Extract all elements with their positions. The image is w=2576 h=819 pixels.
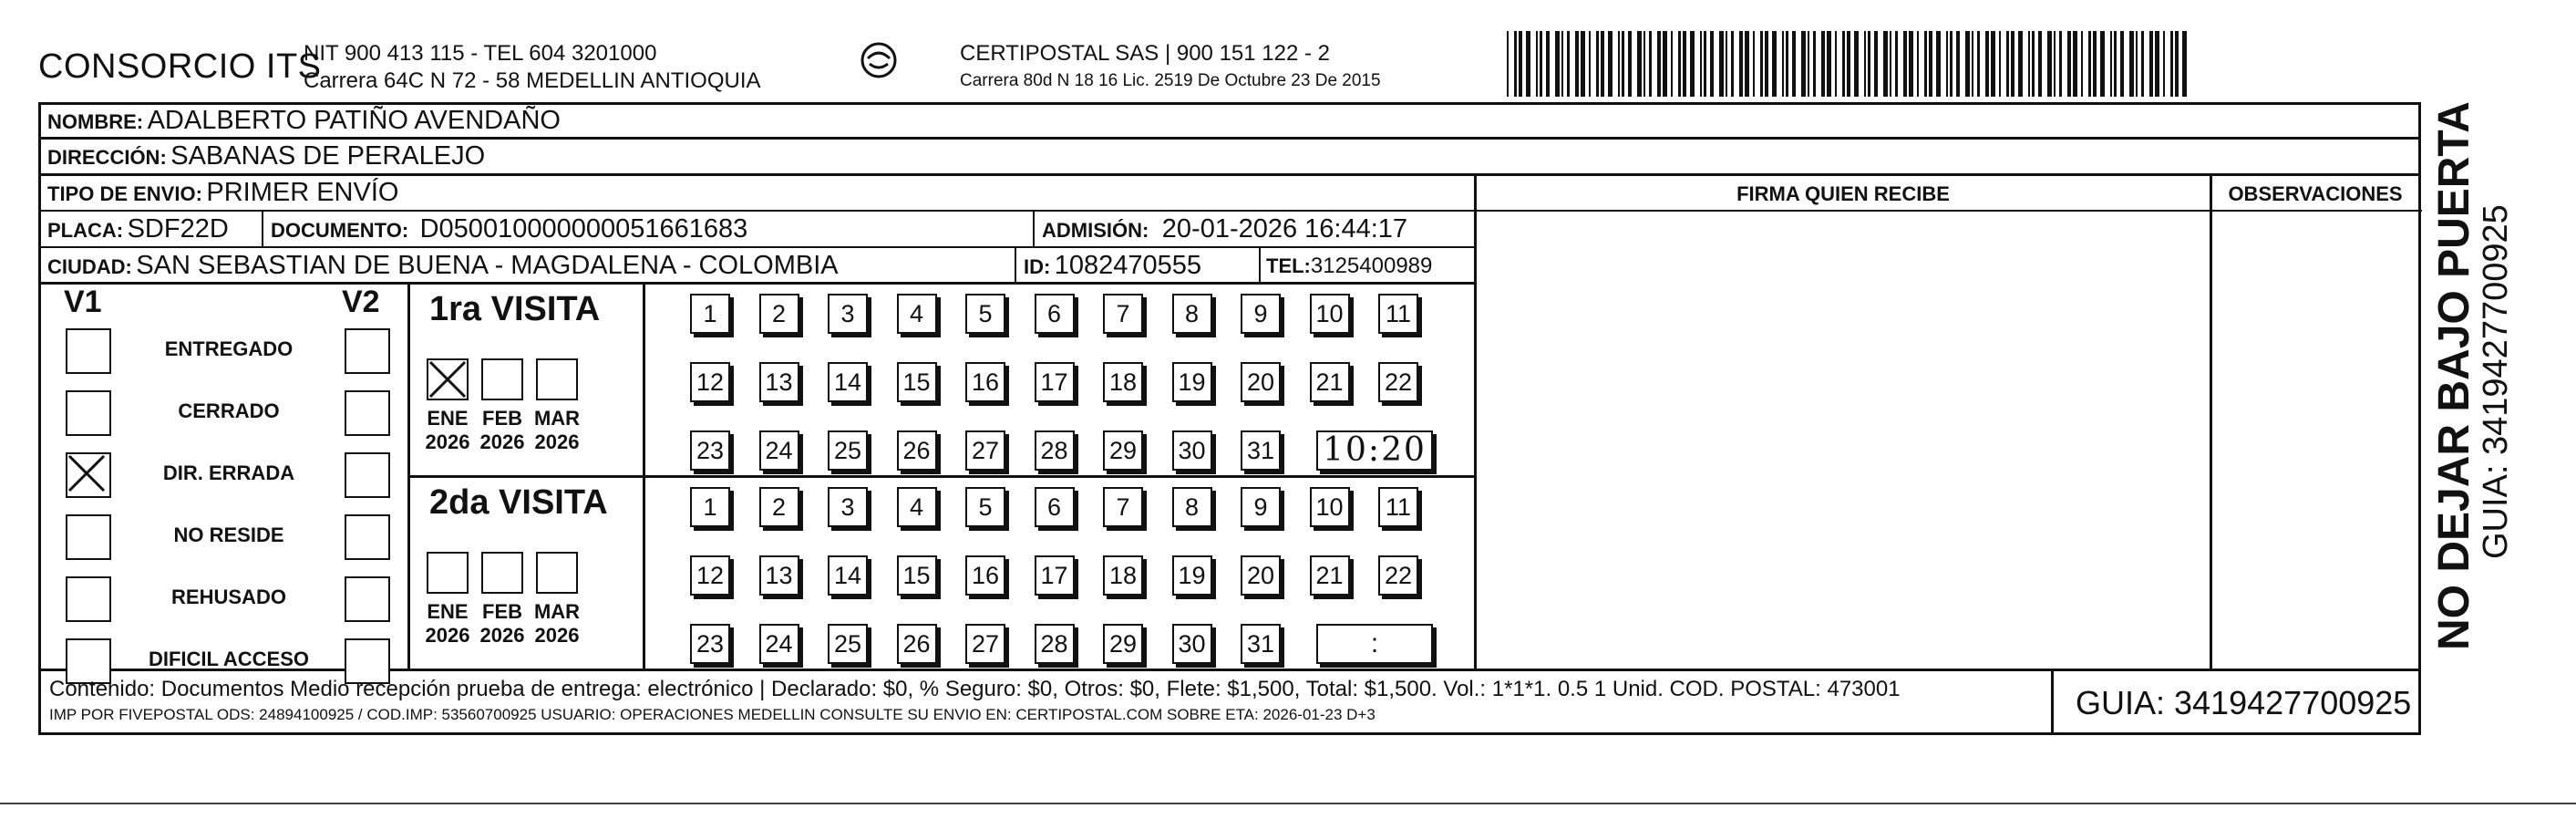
barcode-bar [1760,31,1763,97]
v1-checkbox[interactable] [66,576,111,622]
barcode-bar [1704,31,1706,97]
barcode-bar [1924,31,1927,97]
barcode-bar [2067,31,2071,97]
side-warning: NO DEJAR BAJO PUERTA [2430,101,2478,650]
month-year: 2026 [534,430,580,453]
barcode-bar [1854,31,1859,97]
barcode-bar [1827,31,1831,97]
barcode-bar [1917,31,1919,97]
visit2-day-box[interactable]: 8 [1172,487,1212,527]
visit1-month-label [420,407,475,454]
visit1-day-box[interactable]: 14 [828,362,868,402]
visit1-day-box[interactable]: 1 [690,294,730,334]
visit2-day-box[interactable]: 11 [1378,487,1418,527]
barcode-bar [1739,31,1743,97]
visit2-day-box[interactable]: 22 [1378,555,1418,596]
visit1-day-box[interactable]: 27 [965,430,1005,471]
visit1-day-box[interactable]: 8 [1172,294,1212,334]
month-name: FEB [482,600,522,623]
tipo-row [47,178,398,208]
observaciones-header: OBSERVACIONES [2228,182,2403,205]
visit2-day-box[interactable]: 1 [690,487,730,527]
barcode-bar [1683,31,1686,97]
v2-checkbox[interactable] [345,576,390,622]
v1-checkbox[interactable] [66,328,111,374]
visit2-day-box[interactable]: 4 [897,487,937,527]
barcode-bar [1540,31,1542,97]
visit2-day-box[interactable]: 13 [759,555,799,596]
admision-value: 20-01-2026 16:44:17 [1161,214,1408,244]
visit2-day-box[interactable]: 20 [1241,555,1281,596]
visit1-month-label [530,407,584,454]
barcode-bar [2018,31,2023,97]
visit2-time-box[interactable]: : [1316,624,1433,664]
row-divider [38,137,2421,140]
tel-row [1266,254,1432,279]
barcode-bar [2170,31,2173,97]
barcode-bar [2028,31,2030,97]
form-right-border [2418,102,2421,733]
company-name: CONSORCIO ITS [38,47,322,86]
barcode-bar [1657,31,1661,97]
visit2-day-box[interactable]: 30 [1172,624,1212,664]
visit1-day-box[interactable]: 24 [759,430,799,471]
visit2-day-box[interactable]: 21 [1310,555,1350,596]
visit2-day-box[interactable]: 15 [897,555,937,596]
ciudad-label: CIUDAD: [47,255,132,278]
month-name: ENE [427,600,469,623]
visit1-day-box[interactable]: 2 [759,294,799,334]
visit2-title: 2da VISITA [429,483,608,522]
visit2-day-box[interactable]: 12 [690,555,730,596]
barcode-bar [1909,31,1913,97]
barcode-bar [1972,31,1973,97]
month-name: FEB [482,407,522,430]
placa-row [47,214,229,244]
visit2-day-box[interactable]: 7 [1103,487,1143,527]
barcode-bar [2155,31,2159,97]
v2-header: V2 [342,285,380,319]
visit1-day-box[interactable]: 23 [690,430,730,471]
barcode-bar [2110,31,2112,97]
month-name: MAR [533,407,581,430]
barcode-bar [1710,31,1714,97]
visit2-day-box[interactable]: 31 [1241,624,1281,664]
placa-value: SDF22D [127,214,229,244]
barcode-bar [1608,31,1613,97]
check-mark-icon [66,452,108,494]
visit2-day-box[interactable]: 9 [1241,487,1281,527]
barcode-bar [1536,31,1538,97]
visit2-day-box[interactable]: 26 [897,624,937,664]
guia-box [2054,671,2411,733]
id-label: ID: [1024,255,1051,278]
v2-checkbox[interactable] [345,328,390,374]
v2-checkbox[interactable] [345,390,390,436]
field-divider [1015,246,1016,285]
month-year: 2026 [534,624,580,647]
v2-checkbox[interactable] [345,514,390,560]
barcode-bar [1678,31,1681,97]
status-option-label: ENTREGADO [164,337,294,360]
barcode-bar [1546,31,1550,97]
documento-label: DOCUMENTO: [271,219,409,242]
visit2-day-box[interactable]: 25 [828,624,868,664]
nombre-row [47,106,561,136]
barcode-bar [1946,31,1948,97]
barcode-bar [1977,31,1980,97]
barcode-bar [1507,31,1509,97]
visit2-day-box[interactable]: 17 [1035,555,1075,596]
certi-address: Carrera 80d N 18 16 Lic. 2519 De Octubre 23 De 2015 [960,71,1381,90]
barcode-bar [2100,31,2105,97]
barcode-bar [2006,31,2009,97]
barcode-bar [2088,31,2091,97]
barcode-bar [1782,31,1784,97]
visit1-day-box[interactable]: 5 [965,294,1005,334]
firma-header: FIRMA QUIEN RECIBE [1736,182,1950,205]
barcode-bar [1965,31,1970,97]
visit1-day-box[interactable]: 6 [1035,294,1075,334]
visit1-day-box[interactable]: 21 [1310,362,1350,402]
visit1-day-box[interactable]: 16 [965,362,1005,402]
visit1-month-checkbox[interactable] [536,358,578,400]
month-year: 2026 [479,430,525,453]
check-mark-icon [427,358,469,400]
month-name: MAR [533,600,581,623]
barcode-bar [1581,31,1585,97]
barcode-bar [2081,31,2083,97]
barcode-bar [2032,31,2035,97]
barcode-bar [2093,31,2097,97]
barcode-bar [1514,31,1517,97]
barcode-bar [1526,31,1530,97]
visit1-month-checkbox[interactable] [481,358,523,400]
barcode-bar [1575,31,1579,97]
visit1-day-box[interactable]: 7 [1103,294,1143,334]
barcode-bar [1890,31,1891,97]
month-name: ENE [427,407,469,430]
barcode-bar [1801,31,1806,97]
page-edge [0,803,2576,804]
row-divider [38,173,2421,176]
visit1-month-label [475,407,530,454]
barcode-bar [1821,31,1825,97]
visit2-month-checkbox[interactable] [427,552,469,594]
barcode-bar [1883,31,1888,97]
status-option-label: DIFICIL ACCESO [148,648,309,670]
month-year: 2026 [425,430,470,453]
barcode-bar [1765,31,1768,97]
nit-line: NIT 900 413 115 - TEL 604 3201000 [304,41,657,66]
column-divider [1474,173,1477,670]
barcode-bar [1561,31,1563,97]
barcode-bar [1950,31,1953,97]
id-row [1024,251,1201,281]
certi-line: CERTIPOSTAL SAS | 900 151 122 - 2 [960,41,1330,66]
barcode-bar [2163,31,2165,97]
barcode-bar [1936,31,1941,97]
barcode-bar [2182,31,2187,97]
field-divider [262,210,263,248]
address-line: Carrera 64C N 72 - 58 MEDELLIN ANTIOQUIA [304,68,761,93]
barcode [1507,31,2191,97]
barcode-bar [2059,31,2062,97]
month-year: 2026 [425,624,470,647]
visit1-day-box[interactable]: 13 [759,362,799,402]
form-left-border [38,102,41,733]
visit1-day-box[interactable]: 28 [1035,430,1075,471]
barcode-bar [1700,31,1702,97]
barcode-bar [1622,31,1624,97]
observations-area[interactable] [2214,215,2416,667]
barcode-bar [1864,31,1866,97]
visit2-day-box[interactable]: 23 [690,624,730,664]
visit-divider [407,475,1474,478]
visit2-month-label [530,600,584,648]
visit1-day-box[interactable]: 10 [1310,294,1350,334]
barcode-bar [1637,31,1642,97]
visit2-day-box[interactable]: 10 [1310,487,1350,527]
v1-checkbox[interactable] [66,390,111,436]
visit1-day-box[interactable]: 26 [897,430,937,471]
footer-print-line: IMP POR FIVEPOSTAL ODS: 24894100925 / COD.IMP: 53560700925 USUARIO: OPERACIONES MEDELLIN CONSULTE SU ENVIO EN: CERTIPOSTAL.COM SOBRE ETA: 2026-01-23 D+3 [49,706,1376,723]
status-option-label: REHUSADO [171,586,286,608]
barcode-bar [1999,31,2001,97]
barcode-bar [1847,31,1850,97]
barcode-bar [2136,31,2138,97]
company-contact [304,40,761,95]
barcode-bar [1835,31,1837,97]
id-value: 1082470555 [1054,251,1202,280]
visit2-day-box[interactable]: 2 [759,487,799,527]
barcode-bar [1786,31,1788,97]
barcode-bar [1649,31,1652,97]
visit2-day-box[interactable]: 6 [1035,487,1075,527]
barcode-bar [1772,31,1777,97]
barcode-bar [1808,31,1809,97]
visit1-day-box[interactable]: 29 [1103,430,1143,471]
visit2-month-checkbox[interactable] [481,552,523,594]
barcode-bar [1842,31,1845,97]
visit2-month-checkbox[interactable] [536,552,578,594]
barcode-bar [2073,31,2077,97]
barcode-bar [1567,31,1570,97]
barcode-bar [1690,31,1695,97]
barcode-bar [2011,31,2014,97]
field-divider [1259,246,1261,285]
barcode-bar [1745,31,1749,97]
barcode-bar [1596,31,1599,97]
barcode-bar [2114,31,2117,97]
tipo-label: TIPO DE ENVIO: [47,182,202,205]
month-year: 2026 [479,624,525,647]
direccion-label: DIRECCIÓN: [47,146,167,169]
visit2-day-box[interactable]: 28 [1035,624,1075,664]
direccion-value: SABANAS DE PERALEJO [170,141,486,171]
status-option-label: NO RESIDE [173,524,284,546]
barcode-bar [2175,31,2179,97]
nombre-value: ADALBERTO PATIÑO AVENDAÑO [147,106,561,135]
status-option-label: DIR. ERRADA [162,461,295,484]
barcode-bar [1792,31,1796,97]
barcode-bar [2141,31,2144,97]
visit2-day-box[interactable]: 5 [965,487,1005,527]
barcode-bar [1753,31,1755,97]
visit1-day-box[interactable]: 15 [897,362,937,402]
visit1-month-checkbox[interactable] [427,358,469,400]
barcode-bar [1985,31,1989,97]
visit1-day-box[interactable]: 18 [1103,362,1143,402]
guia-number: GUIA: 3419427700925 [2076,684,2412,721]
status-option-label: CERRADO [178,399,280,422]
barcode-bar [1895,31,1898,97]
visit1-day-box[interactable]: 4 [897,294,937,334]
barcode-bar [1731,31,1734,97]
documento-row [271,214,747,244]
v1-header: V1 [64,285,102,319]
barcode-bar [1589,31,1591,97]
v1-checkbox[interactable] [66,452,111,498]
visit1-day-box[interactable]: 20 [1241,362,1281,402]
barcode-bar [2054,31,2056,97]
tel-value: 3125400989 [1310,254,1433,278]
barcode-bar [2120,31,2124,97]
barcode-bar [1663,31,1667,97]
barcode-bar [1719,31,1724,97]
barcode-bar [1601,31,1604,97]
visit1-day-box[interactable]: 22 [1378,362,1418,402]
barcode-bar [1643,31,1645,97]
visit2-day-box[interactable]: 14 [828,555,868,596]
visit1-day-box[interactable]: 19 [1172,362,1212,402]
visit1-day-box[interactable]: 31 [1241,430,1281,471]
barcode-bar [1618,31,1620,97]
visit2-month-label [420,600,475,648]
visit1-title: 1ra VISITA [429,290,601,328]
visit1-day-box[interactable]: 12 [690,362,730,402]
side-guia: GUIA: 3419427700925 [2477,204,2515,559]
certipostal-info [960,40,1381,95]
signature-area[interactable] [1479,215,2208,667]
visit2-day-box[interactable]: 18 [1103,555,1143,596]
visit2-day-box[interactable]: 24 [759,624,799,664]
barcode-bar [1628,31,1632,97]
barcode-bar [1868,31,1870,97]
barcode-bar [1903,31,1907,97]
barcode-bar [2038,31,2042,97]
visit2-day-box[interactable]: 27 [965,624,1005,664]
documento-value: D050010000000051661683 [419,214,748,244]
visit1-day-box[interactable]: 11 [1378,294,1418,334]
row-divider [1474,210,2422,212]
ciudad-value: SAN SEBASTIAN DE BUENA - MAGDALENA - COLOMBIA [136,251,839,280]
placa-label: PLACA: [47,219,124,242]
visit2-day-box[interactable]: 29 [1103,624,1143,664]
barcode-bar [1929,31,1932,97]
barcode-bar [1874,31,1878,97]
v2-checkbox[interactable] [345,452,390,498]
barcode-bar [1813,31,1816,97]
admision-label: ADMISIÓN: [1042,219,1149,242]
tel-label: TEL: [1266,254,1311,277]
visit2-day-box[interactable]: 16 [965,555,1005,596]
direccion-row [47,141,485,171]
visit2-day-box[interactable]: 3 [828,487,868,527]
visit1-day-box[interactable]: 30 [1172,430,1212,471]
visit1-time-box[interactable]: 10:20 [1316,430,1433,471]
field-divider [1033,210,1035,248]
ciudad-row [47,251,839,281]
barcode-bar [1555,31,1560,97]
barcode-bar [1519,31,1522,97]
visit2-month-label [475,600,530,648]
barcode-bar [2129,31,2134,97]
certipostal-logo-icon [857,40,901,88]
visit2-day-box[interactable]: 19 [1172,555,1212,596]
admision-row [1042,214,1407,244]
tipo-value: PRIMER ENVÍO [206,178,399,207]
barcode-bar [1991,31,1995,97]
barcode-bar [2047,31,2052,97]
v1-checkbox[interactable] [66,514,111,560]
nombre-label: NOMBRE: [47,110,144,133]
visit1-day-box[interactable]: 3 [828,294,868,334]
barcode-bar [1726,31,1727,97]
barcode-bar [1671,31,1673,97]
visit1-day-box[interactable]: 9 [1241,294,1281,334]
barcode-bar [1956,31,1960,97]
barcode-bar [2149,31,2153,97]
footer-content-line: Contenido: Documentos Medio recepción prueba de entrega: electrónico | Declarado: $0, % Seguro: $0, Otros: $0, Flete: $1,500, Total: $1,500. Vol.: 1*1*1. 0.5 1 Unid. COD. POSTAL: 473001 [49,677,1901,701]
column-divider [2210,173,2212,670]
visit1-day-box[interactable]: 17 [1035,362,1075,402]
form-top-border [38,102,2421,105]
visit1-day-box[interactable]: 25 [828,430,868,471]
